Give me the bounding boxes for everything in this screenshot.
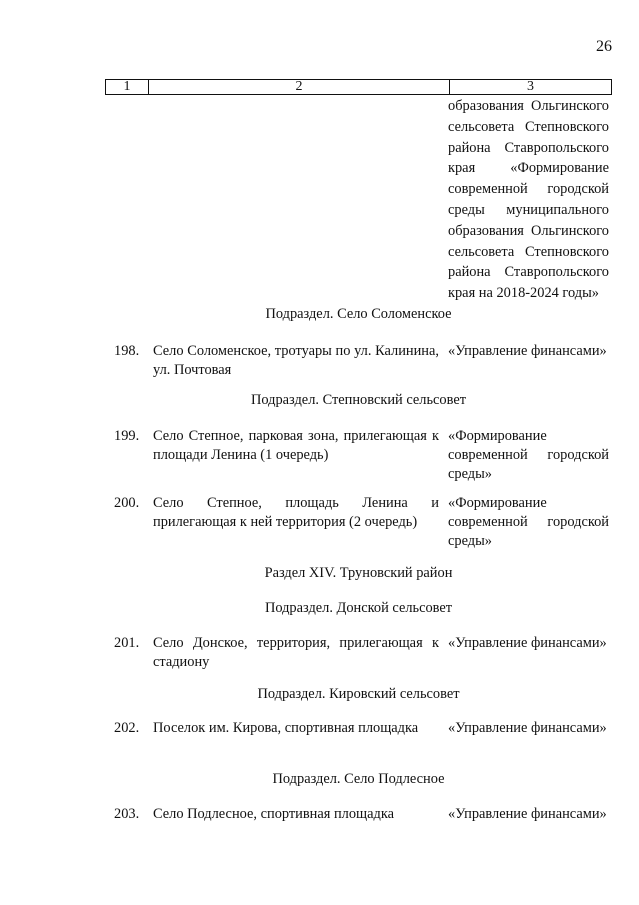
row-program: «Управление финансами» [448,343,607,359]
row-program: «Формирование современной городской среды» [448,428,609,482]
header-col-1: 1 [123,79,131,94]
row-description: Поселок им. Кирова, спортивная площадка [153,720,419,736]
row-description: Село Подлесное, спортивная площадка [153,806,395,822]
page-number: 26 [596,38,612,55]
row-number: 201. [114,635,140,651]
section-heading: Раздел XIV. Труновский район [264,565,453,581]
subsection-heading: Подраздел. Степновский сельсовет [250,392,467,408]
row-number: 199. [114,428,140,444]
row-number: 200. [114,495,140,511]
header-col-3: 3 [449,80,611,94]
subsection-heading: Подраздел. Кировский сельсовет [257,686,460,702]
program-continuation: образования Ольгинского сельсовета Степновского района Ставропольского края «Формирование современной городской среды муниципального образования Ольгинского сельсовета Степновского района Ставропольского края на 2018-2024 годы» [448,98,609,302]
row-program: «Управление финансами» [448,720,607,736]
table-header [105,79,612,95]
row-number: 198. [114,343,140,359]
subsection-heading: Подраздел. Донской сельсовет [264,600,453,616]
row-program: «Формирование современной городской среды» [448,495,609,549]
row-program: «Управление финансами» [448,635,607,651]
subsection-heading: Подраздел. Село Соломенское [265,306,452,322]
row-number: 203. [114,806,140,822]
row-description: Село Степное, парковая зона, прилегающая к площади Ленина (1 очередь) [153,428,439,463]
subsection-heading: Подраздел. Село Подлесное [272,771,445,787]
header-col-2: 2 [148,80,449,94]
row-program: «Управление финансами» [448,806,607,822]
row-number: 202. [114,720,140,736]
row-description: Село Соломенское, тротуары по ул. Калинина, ул. Почтовая [153,343,439,378]
row-description: Село Донское, территория, прилегающая к стадиону [153,635,439,670]
row-description: Село Степное, площадь Ленина и прилегающая к ней территория (2 очередь) [153,495,439,530]
